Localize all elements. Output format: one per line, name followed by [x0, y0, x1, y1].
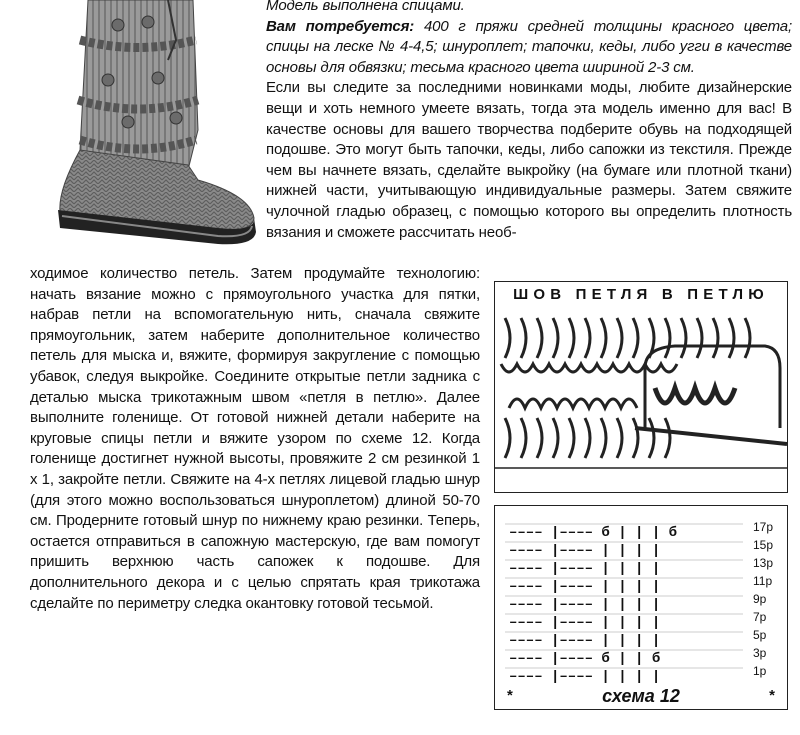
svg-text:–––– |–––– б | | б: –––– |–––– б | | б: [509, 651, 661, 667]
svg-text:–––– |–––– | | | |: –––– |–––– | | | |: [509, 597, 661, 613]
row-label: 11р: [753, 574, 773, 588]
scheme-grid: [495, 512, 787, 687]
article-text-top: [266, 0, 792, 243]
row-label: 13р: [753, 556, 774, 570]
svg-text:–––– |–––– | | | |: –––– |–––– | | | |: [509, 615, 661, 631]
svg-text:–––– |–––– | | | |: –––– |–––– | | | |: [509, 669, 661, 685]
knitted-boot-photo: [18, 0, 256, 262]
row-label: 9р: [753, 592, 767, 606]
svg-text:–––– |–––– | | | |: –––– |–––– | | | |: [509, 543, 661, 559]
scheme-star-right: *: [769, 687, 775, 704]
article-text-bottom: ходимое количество петель. Затем продумайте технологию: начать вязание можно с прямоугольного участка для пятки, набрав петли на вспомогательную нить, сначала свяжите прямоугольник, затем наберите дополнительное количество петель для мыска и, вяжите, формируя закругление с помощью убавок, следуя выкройке. Соедините открытые петли задника с деталью мыска трикотажным швом «петля в петлю». Далее выполните голенище. От готовой нижней детали наберите на круговые спицы петли и вяжите узором по схеме 12. Когда голенище достигнет нужной высоты, провяжите 2 см резинкой 1 х 1, закройте петли. Свяжите на 4-х петлях лицевой гладью шнур (для этого можно воспользоваться шнуроплетом) длиной 50-70 см. Продерните готовый шнур по нижнему краю резинки. Теперь, остается отправиться в сапожную мастерскую, где вам помогут пришить верхнюю часть сапожек к подошве. Для дополнительного декора и с целью спрятать края трикотажа сделайте по периметру следка окантовку готовой тесьмой.: [30, 265, 480, 612]
scheme-caption: схема 12: [602, 686, 680, 706]
materials-text: 400 г пряжи средней толщины красного цвета; спицы на леске № 4-4,5; шнуроплет; тапочки, кеды, либо угги в качестве основы для обвязки; тесьма красного цвета шириной 2-3 см.: [266, 17, 792, 76]
seam-diagram: [494, 281, 788, 493]
row-label: 3р: [753, 646, 767, 660]
scheme-star-left: *: [507, 687, 513, 704]
intro-line: Модель выполнена спицами.: [266, 0, 465, 14]
row-label: 7р: [753, 610, 767, 624]
svg-text:–––– |–––– | | | |: –––– |–––– | | | |: [509, 579, 661, 595]
row-label: 17р: [753, 520, 774, 534]
row-label: 15р: [753, 538, 774, 552]
materials-label: Вам потребуется:: [266, 17, 415, 35]
svg-text:–––– |–––– б | | | б: –––– |–––– б | | | б: [509, 525, 678, 541]
seam-diagram-illustration: [495, 308, 787, 488]
seam-diagram-title: ШОВ ПЕТЛЯ В ПЕТЛЮ: [513, 286, 769, 303]
materials-paragraph: [266, 17, 792, 79]
scheme-12-chart: [494, 505, 788, 710]
svg-text:–––– |–––– | | | |: –––– |–––– | | | |: [509, 633, 661, 649]
body-paragraph-top: Если вы следите за последними новинками моды, любите дизайнерские вещи и хоть немного умеете вязать, тогда эта модель именно для вас! В качестве основы для вашего творчества подберите обувь на подходящей подошве. Это могут быть тапочки, кеды, либо сапожки из текстиля. Прежде чем вы начнете вязать, сделайте выкройку (на бумаге или плотной ткани) нижней части, учитывающую индивидуальные размеры. Затем свяжите чулочной гладью образец, с помощью которого вы определить плотность вязания и сможете рассчитать необ-: [266, 79, 792, 241]
svg-text:–––– |–––– | | | |: –––– |–––– | | | |: [509, 561, 661, 577]
row-label: 5р: [753, 628, 767, 642]
row-label: 1р: [753, 664, 767, 678]
